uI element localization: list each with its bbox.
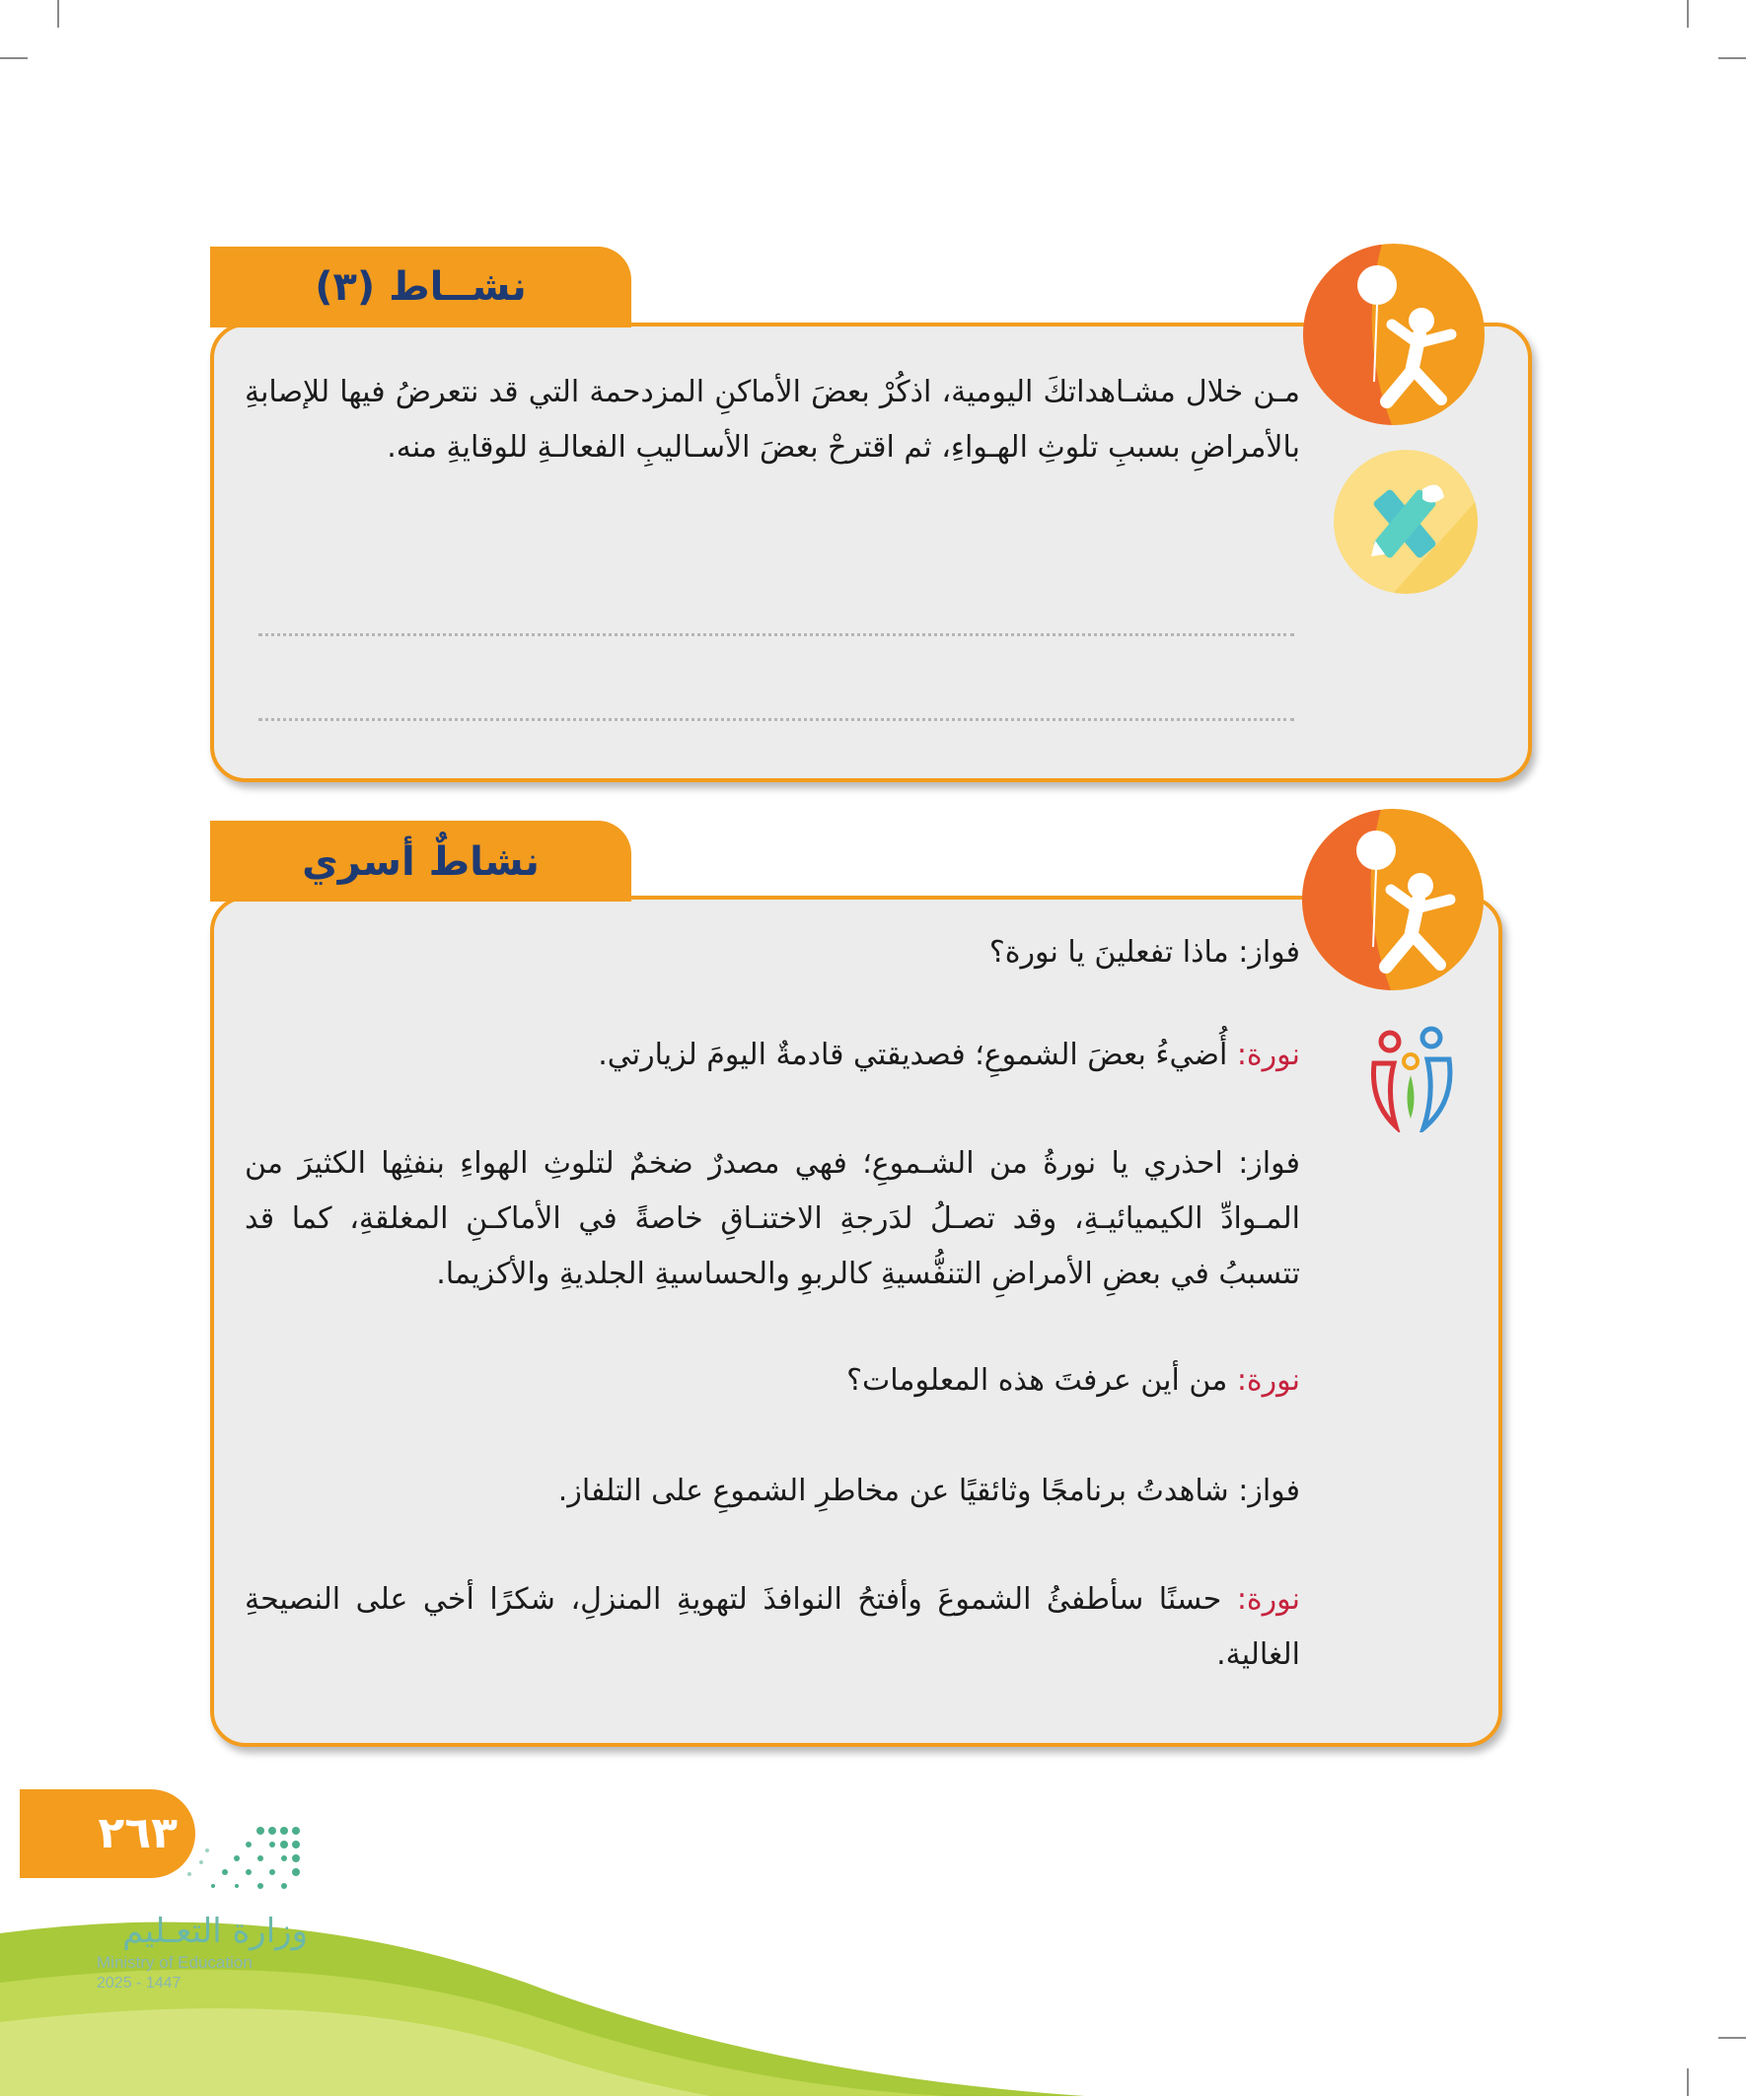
dialogue-line xyxy=(245,1572,1300,1683)
family-tab xyxy=(210,821,631,902)
dialogue-text: حسنًا سأطفئُ الشموعَ وأفتحُ النوافذَ لتهويةِ المنزلِ، شكرًا أخي على النصيحةِ الغالية. xyxy=(245,1582,1300,1672)
speaker-noura: نورة: xyxy=(1236,1363,1300,1398)
crop-mark xyxy=(0,57,28,59)
speaker-fawaz: فواز: xyxy=(1238,1474,1300,1508)
page-number xyxy=(20,1789,195,1878)
activity3-title: نشــاط (٣) xyxy=(315,264,527,310)
ministry-logo xyxy=(178,1823,308,1898)
family-title: نشاطٌ أسري xyxy=(302,839,540,885)
ministry-year: 2025 - 1447 xyxy=(97,1975,182,1991)
speaker-fawaz: فواز: xyxy=(1238,935,1300,970)
dialogue-text: ماذا تفعلينَ يا نورة؟ xyxy=(988,935,1229,970)
page-number-text: ٢٦٣ xyxy=(98,1808,178,1858)
crop-mark xyxy=(1687,0,1689,28)
activity-kid-icon xyxy=(1302,809,1484,990)
crop-mark xyxy=(1718,57,1746,59)
activity3-tab xyxy=(210,247,631,327)
family-icon xyxy=(1366,1024,1457,1132)
dialogue-text: احذري يا نورةُ من الشـموعِ؛ فهي مصدرٌ ضخمٌ لتلوثِ الهواءِ بنفثِها الكثيرَ من المـوادِّ الكيميائيـةِ، وقد تصـلُ لدَرجةِ الاختنـاقِ خاصةً في الأماكـنِ المغلقةِ، كما قد تتسببُ في بعضِ الأمراضِ التنفُّسيةِ كالربوِ والحساسيةِ الجلديةِ والأكزيما. xyxy=(245,1146,1300,1291)
activity-kid-icon xyxy=(1303,244,1485,425)
crop-mark xyxy=(57,0,59,28)
dialogue-line xyxy=(245,1028,1300,1083)
dialogue-line xyxy=(245,1136,1300,1302)
dialogue-text: من أين عرفتَ هذه المعلومات؟ xyxy=(846,1363,1228,1398)
dialogue-line xyxy=(245,1353,1300,1409)
speaker-noura: نورة: xyxy=(1236,1582,1300,1617)
answer-line xyxy=(258,633,1294,636)
speaker-fawaz: فواز: xyxy=(1238,1146,1300,1181)
speaker-noura: نورة: xyxy=(1236,1038,1300,1072)
ministry-name-ar: وزارة التعـليم xyxy=(122,1912,308,1951)
dialogue-text: أُضيءُ بعضَ الشموعِ؛ فصديقتي قادمةٌ اليومَ لزيارتي. xyxy=(598,1038,1228,1072)
answer-line xyxy=(258,718,1294,721)
pencil-brush-icon xyxy=(1334,450,1478,594)
activity3-question: مـن خلال مشـاهداتكَ اليومية، اذكُرْ بعضَ الأماكنِ المزدحمة التي قد نتعرضُ فيها للإصابةِ بالأمراضِ بسببِ تلوثِ الهـواءِ، ثم اقترحْ بعضَ الأسـاليبِ الفعالـةِ للوقايةِ منه. xyxy=(245,375,1300,465)
dialogue-line xyxy=(245,1464,1300,1519)
dialogue-text: شاهدتُ برنامجًا وثائقيًا عن مخاطرِ الشموعِ على التلفاز. xyxy=(557,1474,1229,1508)
ministry-name-en: Ministry of Education xyxy=(97,1953,253,1972)
footer-wave xyxy=(0,1874,1746,2096)
dialogue-line xyxy=(245,925,1300,980)
